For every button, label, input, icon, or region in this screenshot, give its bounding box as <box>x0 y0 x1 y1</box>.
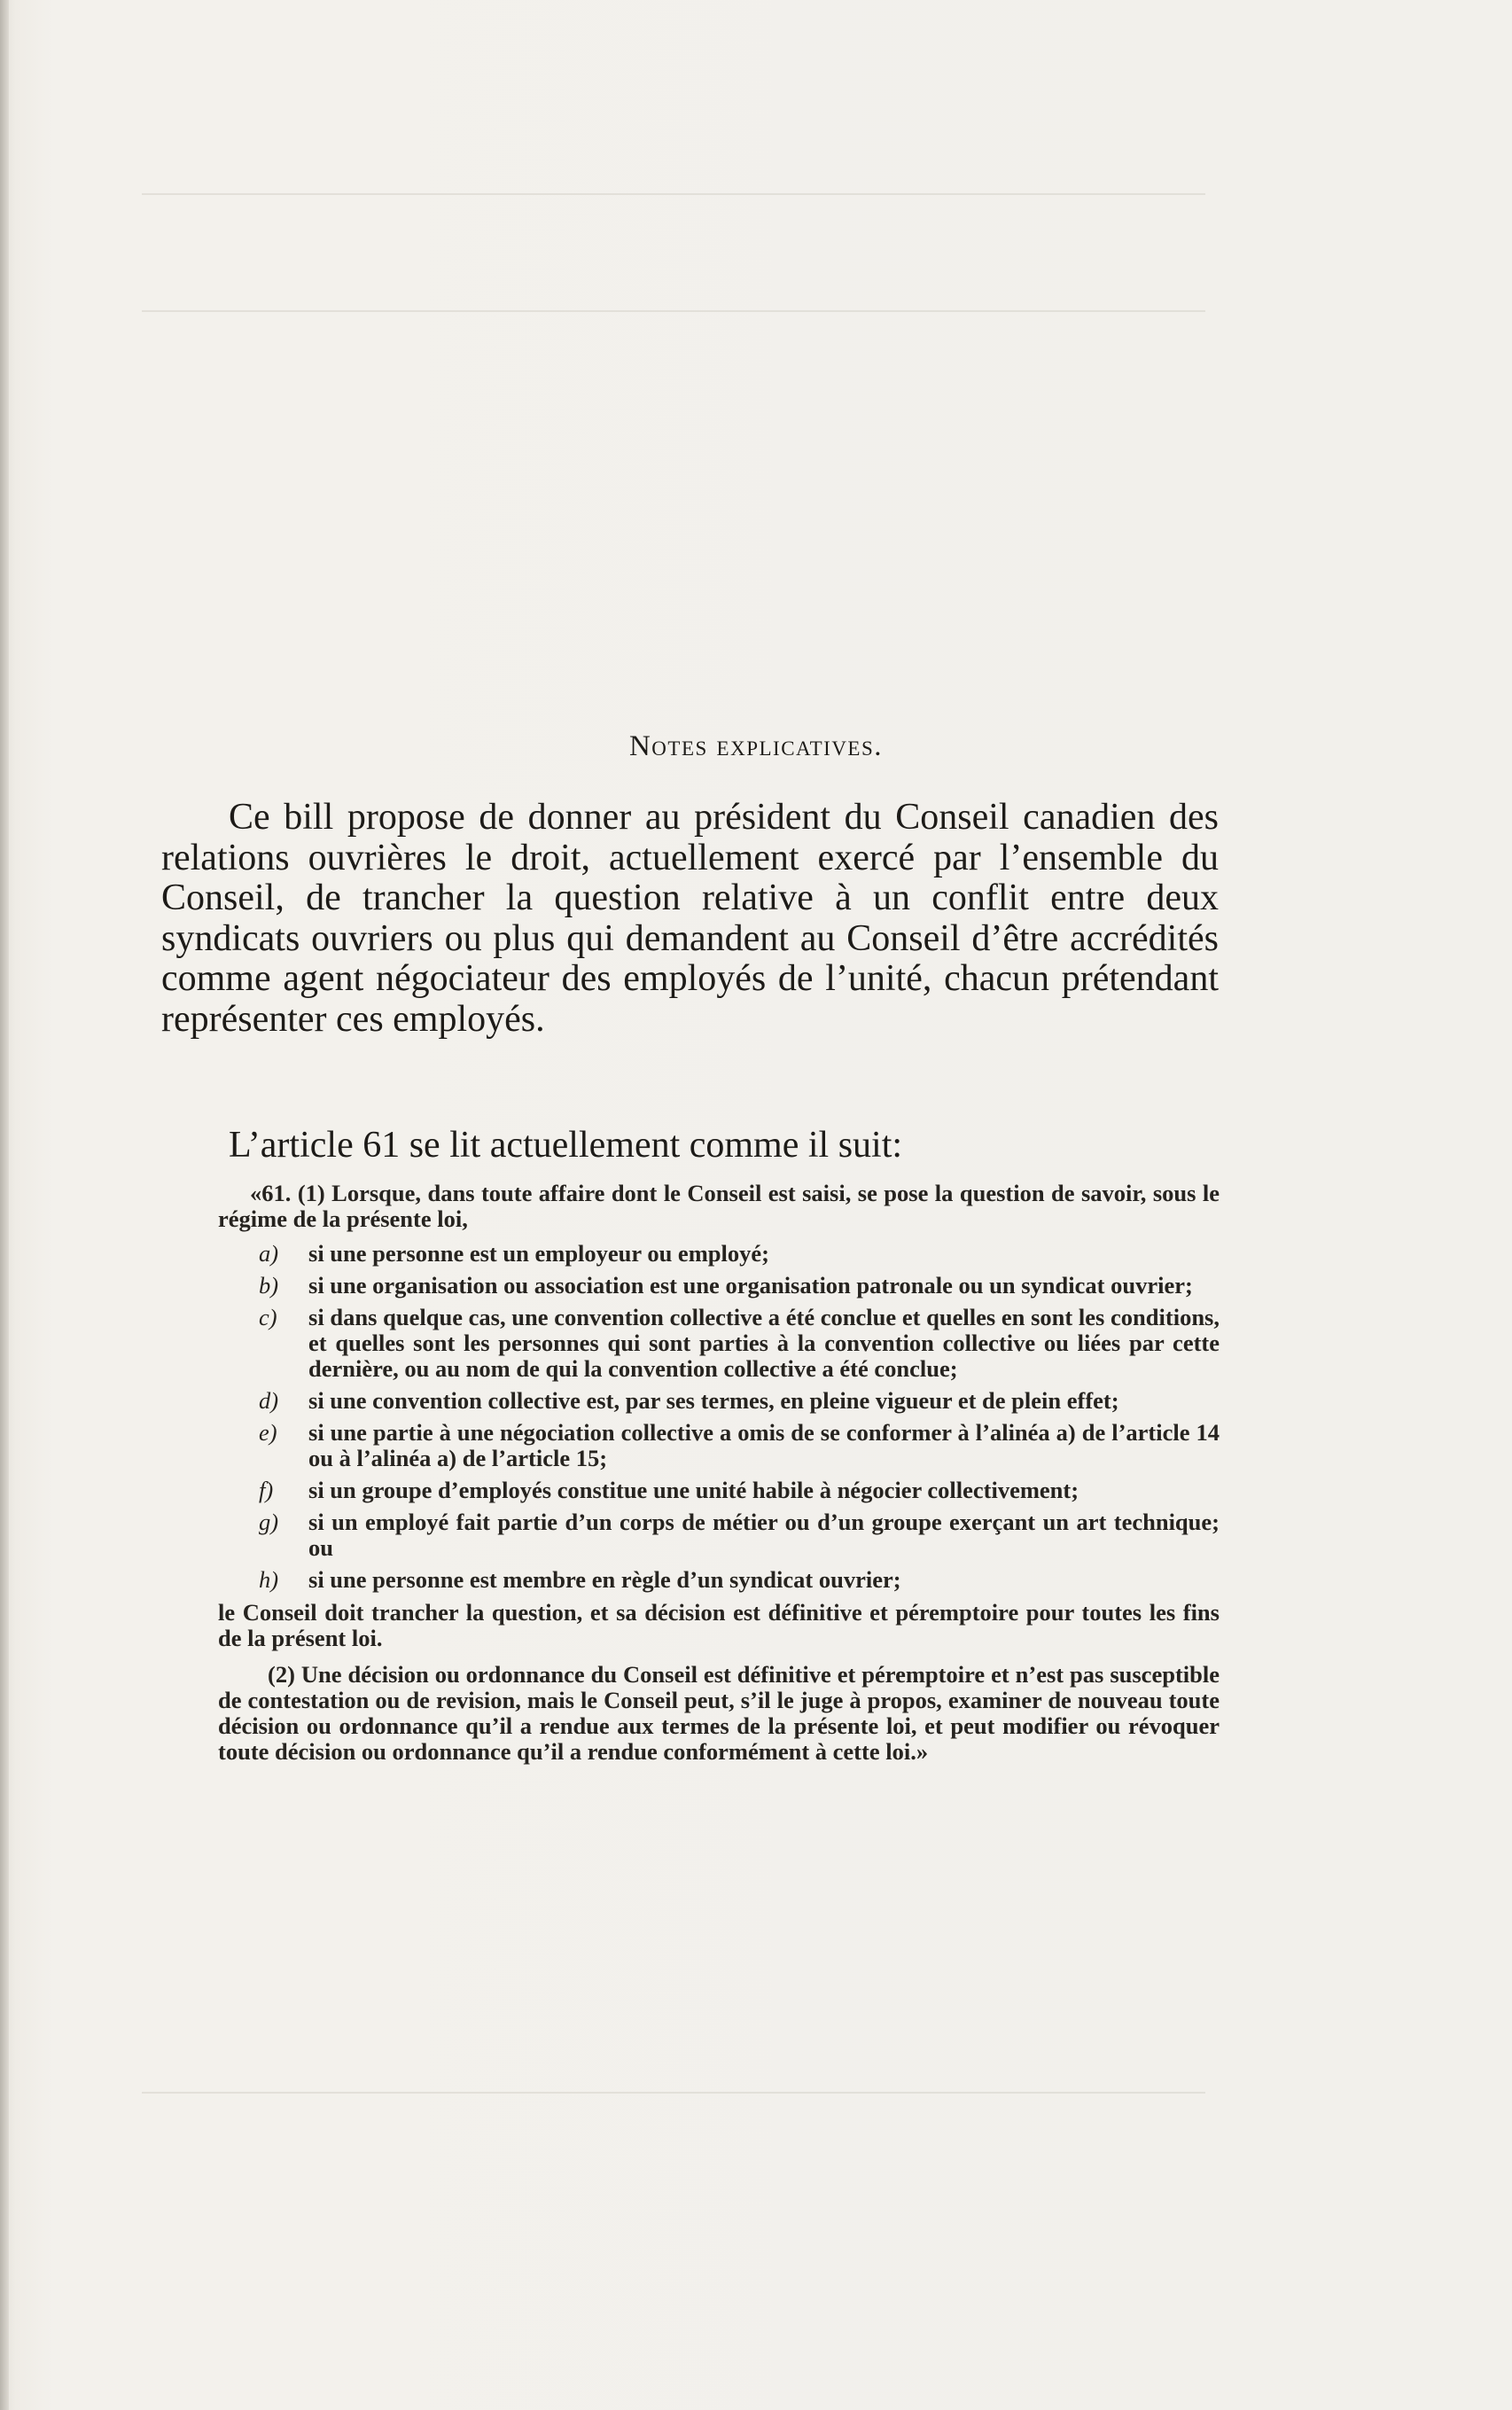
bleed-through-rule <box>142 193 1205 195</box>
bleed-through-rule <box>142 2092 1205 2094</box>
law-item-text: si une personne est membre en règle d’un syndicat ouvrier; <box>308 1566 901 1593</box>
law-item-label: g) <box>259 1509 279 1535</box>
heading-rest: otes explicatives. <box>651 730 884 762</box>
law-item <box>259 1241 1220 1267</box>
law-text <box>218 1181 1220 1765</box>
law-item-label: d) <box>259 1387 279 1414</box>
law-item-text: si une convention collective est, par ses termes, en pleine vigueur et de plein effet; <box>308 1387 1119 1414</box>
law-item-label: h) <box>259 1566 279 1593</box>
law-item-label: c) <box>259 1304 277 1330</box>
law-closing: le Conseil doit trancher la question, et sa décision est définitive et péremptoire pour toutes les fins de la présent loi. <box>218 1599 1220 1651</box>
law-items <box>218 1241 1220 1593</box>
law-paragraph-2: (2) Une décision ou ordonnance du Conseil est définitive et péremptoire et n’est pas susceptible de contestation ou de revision, mais le Conseil peut, s’il le juge à propos, examiner de nouveau toute décision ou ordonnance qu’il a rendue aux termes de la présente loi, et peut modifier ou révoquer toute décision ou ordonnance qu’il a rendue conformément à cette loi.» <box>218 1661 1220 1765</box>
article-intro: L’article 61 se lit actuellement comme il suit: <box>229 1125 903 1166</box>
law-opening: «61. (1) Lorsque, dans toute affaire dont le Conseil est saisi, se pose la question de savoir, sous le régime de la présente loi, <box>218 1180 1220 1232</box>
law-item-label: f) <box>259 1477 274 1503</box>
law-item <box>259 1388 1220 1414</box>
law-item <box>259 1509 1220 1561</box>
bleed-through-rule <box>142 310 1205 312</box>
law-item-text: si une personne est un employeur ou employé; <box>308 1240 769 1267</box>
law-item <box>259 1273 1220 1299</box>
law-item-text: si une organisation ou association est une organisation patronale ou un syndicat ouvrier; <box>308 1272 1193 1299</box>
law-item-text: si un employé fait partie d’un corps de métier ou d’un groupe exerçant un art technique; ou <box>308 1509 1220 1561</box>
law-item-text: si dans quelque cas, une convention collective a été conclue et quelles en sont les conditions, et quelles sont les personnes qui sont parties à la convention collective ou liées par cette dernière, ou au nom de qui la convention collective a été conclue; <box>308 1304 1220 1382</box>
page-spine-shadow <box>0 0 9 2410</box>
law-item-text: si une partie à une négociation collective a omis de se conformer à l’alinéa a) de l’article 14 ou à l’alinéa a) de l’article 15; <box>308 1419 1220 1471</box>
law-item-label: e) <box>259 1419 277 1446</box>
law-item-label: a) <box>259 1240 279 1267</box>
law-item-text: si un groupe d’employés constitue une unité habile à négocier collectivement; <box>308 1477 1079 1503</box>
intro-paragraph: Ce bill propose de donner au président du Conseil canadien des relations ouvrières le droit, actuellement exercé par l’ensemble du Conseil, de trancher la question relative à un conflit entre deux syndicats ouvriers ou plus qui demandent au Conseil d’être accrédités comme agent négociateur des employés de l’unité, chacun prétendant représenter ces employés. <box>161 797 1219 1040</box>
heading-first-letter: N <box>628 730 652 762</box>
law-item <box>259 1420 1220 1471</box>
law-item <box>259 1305 1220 1382</box>
law-item-label: b) <box>259 1272 279 1299</box>
law-item <box>259 1567 1220 1593</box>
document-heading <box>0 730 1512 763</box>
law-item <box>259 1478 1220 1503</box>
